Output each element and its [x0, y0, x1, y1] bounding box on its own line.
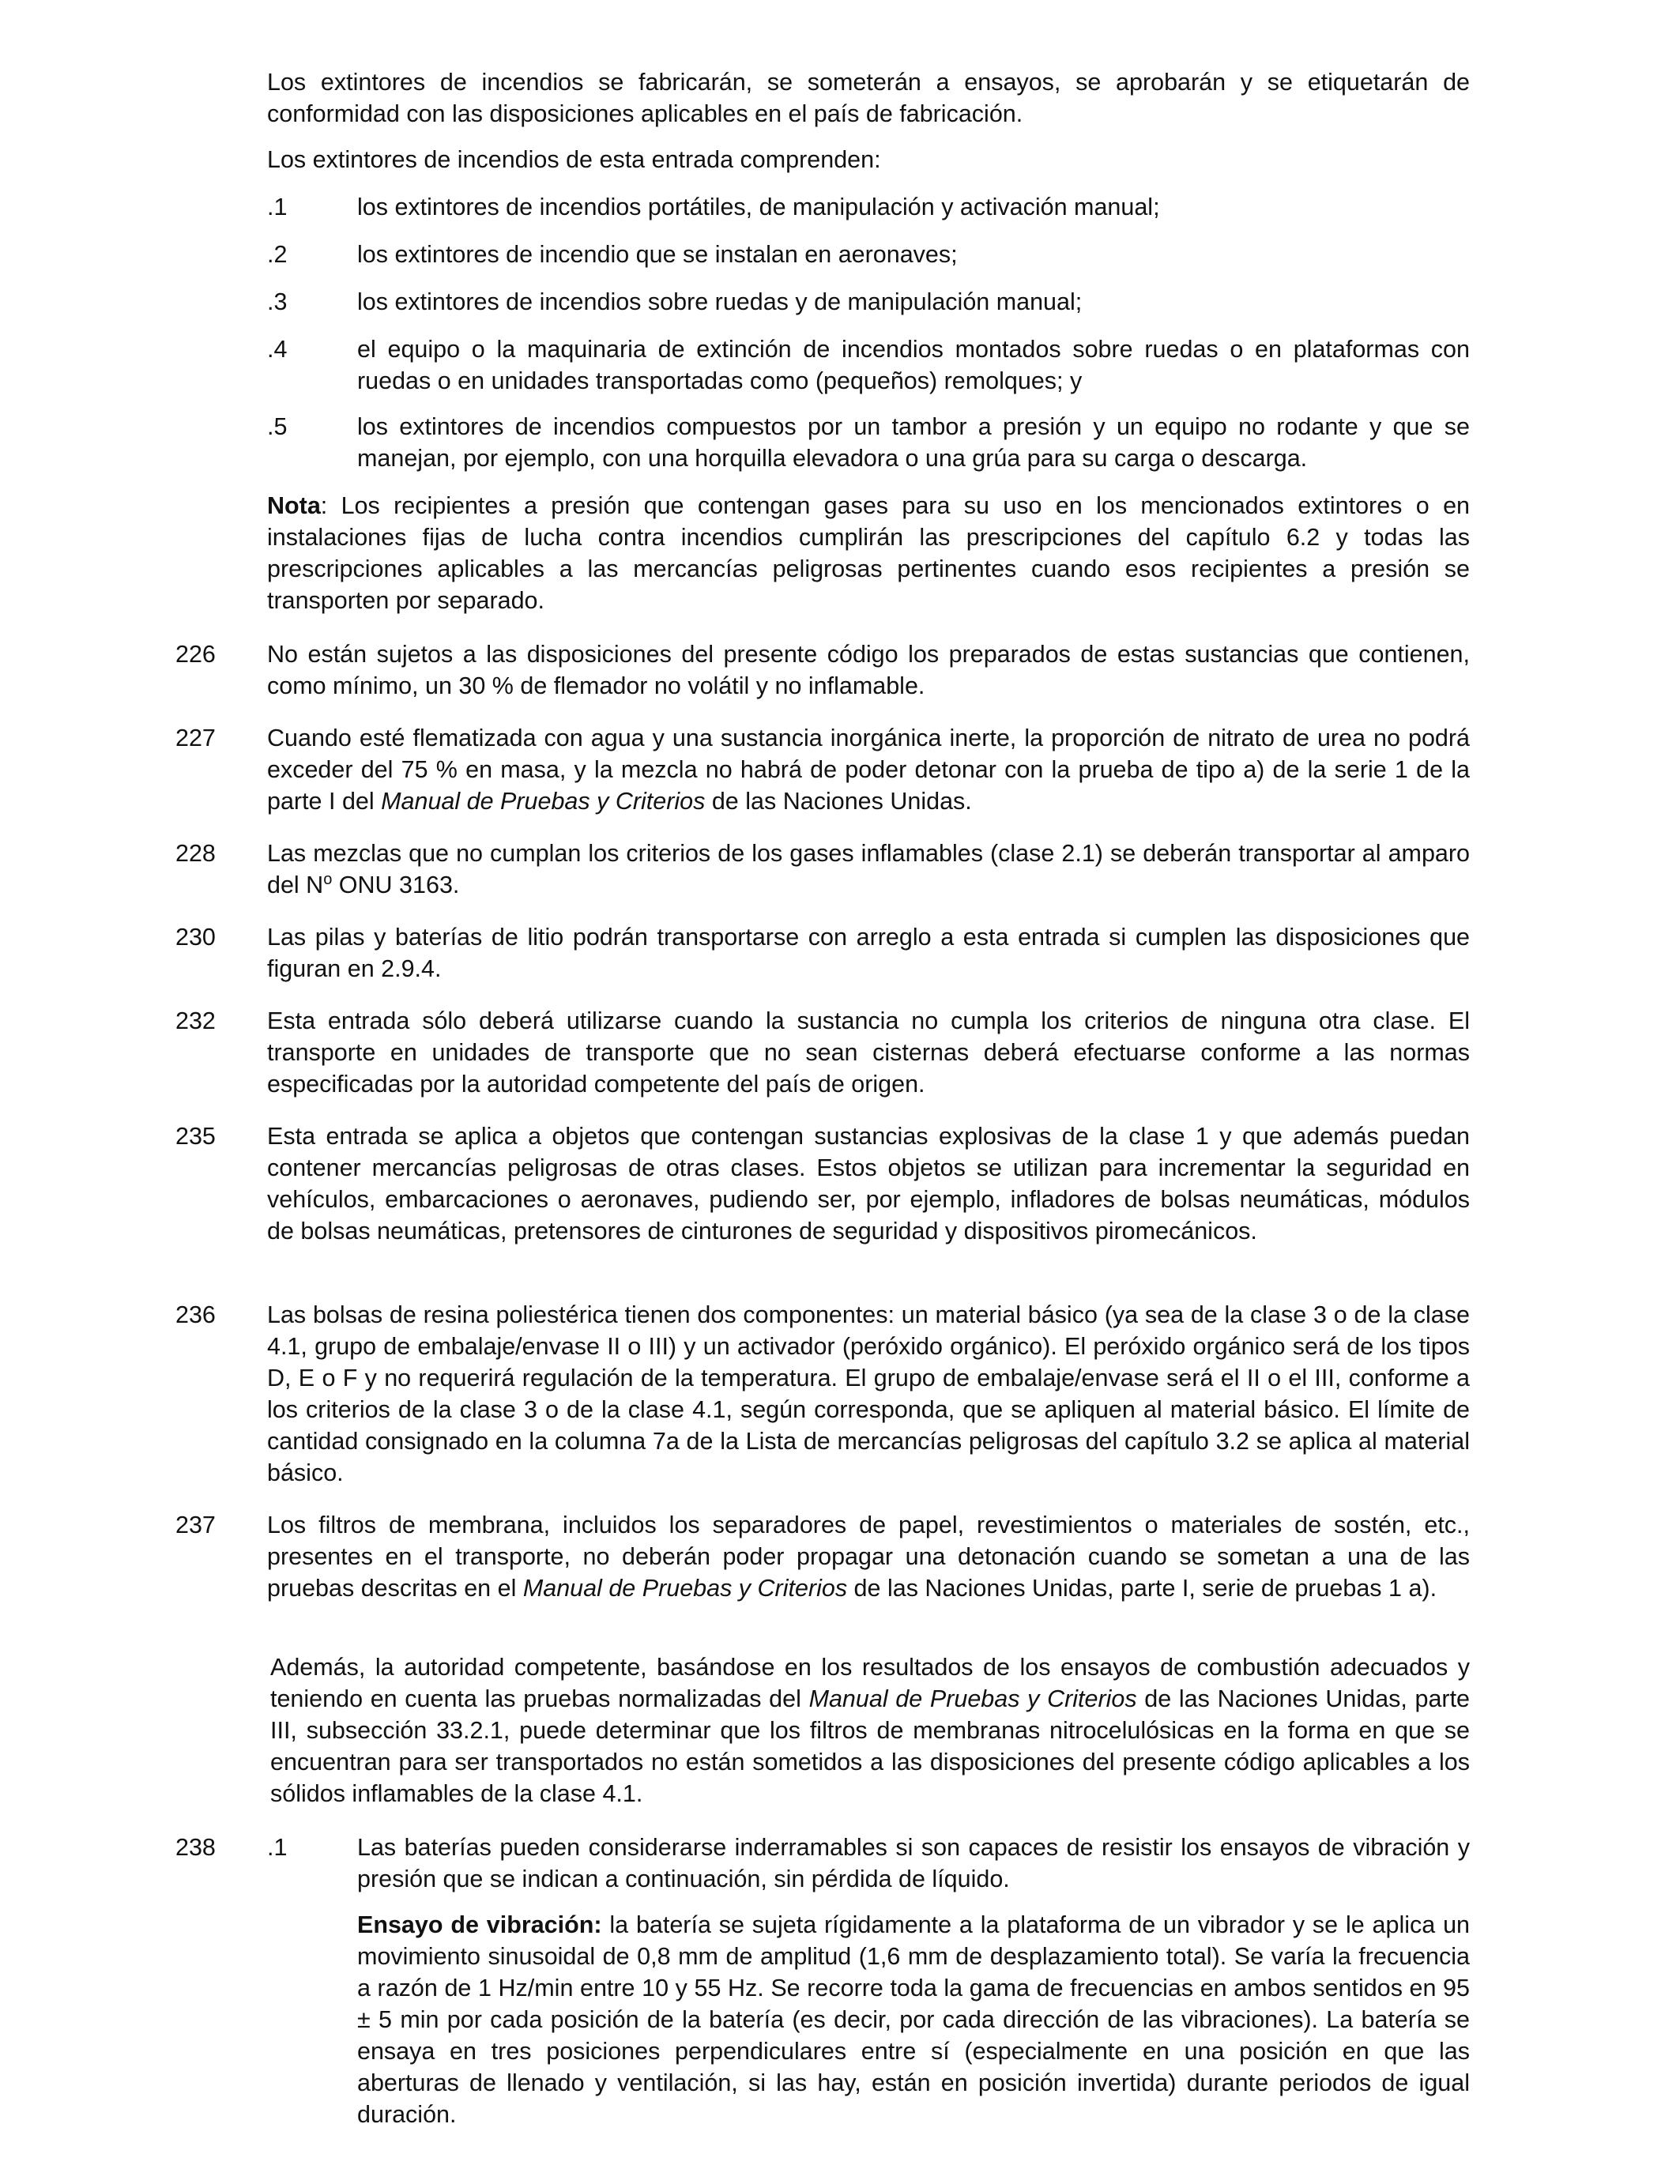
note-label: Nota: [267, 492, 321, 519]
intro-paragraph: Los extintores de incendios se fabricarán, se someterán a ensayos, se aprobarán y se etiquetarán de conformidad con las disposiciones aplicables en el país de fabricación.: [267, 69, 1470, 127]
provision-text: [270, 1651, 1470, 1809]
list-item-text: los extintores de incendios compuestos por un tambor a presión y un equipo no rodante y que se manejan, por ejemplo, con una horquilla elevadora o una grúa para su carga o descarga.: [357, 413, 1470, 472]
provision-text-part: Cuando esté flematizada con agua y una sustancia inorgánica inerte, la proporción de nitrato de urea no podrá exceder del 75 % en masa, y la mezcla no habrá de poder detonar con la prueba de tipo a) de la serie 1 de la parte I del: [267, 725, 1470, 815]
provision-number: 238: [175, 1834, 216, 1861]
provision-text-part: de las Naciones Unidas, parte III, subsección 33.2.1, puede determinar que los filtros de membranas nitrocelulósicas en la forma en que se encuentran para ser transportados no están sometidos a las disposiciones del presente código aplicables a los sólidos inflamables de la clase 4.1.: [270, 1685, 1470, 1807]
provision-text: No están sujetos a las disposiciones del presente código los preparados de estas sustancias que contienen, como mínimo, un 30 % de flemador no volátil y no inflamable.: [267, 641, 1470, 699]
list-item-text: los extintores de incendio que se instalan en aeronaves;: [357, 241, 958, 268]
provision-number: 226: [175, 641, 216, 668]
list-item-text: los extintores de incendios sobre ruedas y de manipulación manual;: [357, 288, 1083, 315]
provision-text-part: Los filtros de membrana, incluidos los separadores de papel, revestimientos o materiales de sostén, etc., presentes en el transporte, no deberán poder propagar una detonación cuando se sometan a una de las pruebas descritas en el: [267, 1512, 1470, 1602]
provision-number: 227: [175, 725, 216, 751]
provision-text: Las bolsas de resina poliestérica tienen dos componentes: un material básico (ya sea de la clase 3 o de la clase 4.1, grupo de embalaje/envase II o III) y un activador (peróxido orgánico). El peróxido orgánico será de los tipos D, E o F y no requerirá regulación de la temperatura. El grupo de embalaje/envase será el II o el III, conforme a los criterios de la clase 3 o de la clase 4.1, según corresponda, que se apliquen al material básico. El límite de cantidad consignado en la columna 7a de la Lista de mercancías peligrosas del capítulo 3.2 se aplica al material básico.: [267, 1301, 1470, 1486]
provision-text: [267, 1509, 1470, 1604]
vibration-test-paragraph: [357, 1909, 1470, 2130]
list-item-label: .1: [267, 194, 288, 220]
list-item-label: .2: [267, 241, 288, 268]
provision-text: [267, 722, 1470, 817]
superscript-o: o: [323, 870, 333, 888]
provision-number: 228: [175, 840, 216, 867]
provision-text-part: de las Naciones Unidas.: [705, 788, 972, 815]
provision-number: 232: [175, 1007, 216, 1034]
list-item-label: .1: [267, 1834, 288, 1861]
vibration-test-label: Ensayo de vibración:: [357, 1911, 602, 1938]
manual-title: Manual de Pruebas y Criterios: [381, 788, 706, 815]
provision-number: 236: [175, 1301, 216, 1328]
provision-text-part: ONU 3163.: [332, 872, 460, 898]
provision-text: [267, 838, 1470, 901]
provision-text: Esta entrada se aplica a objetos que contengan sustancias explosivas de la clase 1 y que además puedan contener mercancías peligrosas de otras clases. Estos objetos se utilizan para incrementar la seguridad en vehículos, embarcaciones o aeronaves, pudiendo ser, por ejemplo, infladores de bolsas neumáticas, módulos de bolsas neumáticas, pretensores de cinturones de seguridad y dispositivos piromecánicos.: [267, 1123, 1470, 1245]
provision-number: 230: [175, 924, 216, 951]
list-item-text: los extintores de incendios portátiles, de manipulación y activación manual;: [357, 194, 1160, 220]
provision-text: Las pilas y baterías de litio podrán transportarse con arreglo a esta entrada si cumplen las disposiciones que figuran en 2.9.4.: [267, 924, 1470, 982]
provision-number: 235: [175, 1123, 216, 1150]
provision-text-part: Además, la autoridad competente, basándose en los resultados de los ensayos de combustión adecuados y teniendo en cuenta las pruebas normalizadas del: [270, 1654, 1470, 1712]
list-item-text: Las baterías pueden considerarse inderramables si son capaces de resistir los ensayos de vibración y presión que se indican a continuación, sin pérdida de líquido.: [357, 1834, 1470, 1892]
list-item-text: el equipo o la maquinaria de extinción de incendios montados sobre ruedas o en plataformas con ruedas o en unidades transportadas como (pequeños) remolques; y: [357, 336, 1470, 394]
list-item-label: .4: [267, 336, 288, 363]
provision-number: 237: [175, 1512, 216, 1538]
intro-list-heading: Los extintores de incendios de esta entrada comprenden:: [267, 146, 881, 173]
manual-title: Manual de Pruebas y Criterios: [522, 1575, 848, 1602]
provision-text-part: de las Naciones Unidas, parte I, serie de pruebas 1 a).: [847, 1575, 1437, 1602]
list-item-label: .5: [267, 413, 288, 440]
provision-text: Esta entrada sólo deberá utilizarse cuando la sustancia no cumpla los criterios de ninguna otra clase. El transporte en unidades de transporte que no sean cisternas deberá efectuarse conforme a las normas especificadas por la autoridad competente del país de origen.: [267, 1007, 1470, 1098]
vibration-test-text: la batería se sujeta rígidamente a la plataforma de un vibrador y se le aplica un movimiento sinusoidal de 0,8 mm de amplitud (1,6 mm de desplazamiento total). Se varía la frecuencia a razón de 1 Hz/min entre 10 y 55 Hz. Se recorre toda la gama de frecuencias en ambos sentidos en 95 ± 5 min por cada posición de la batería (es decir, por cada dirección de las vibraciones). La batería se ensaya en tres posiciones perpendiculares entre sí (especialmente en una posición en que las aberturas de llenado y ventilación, si las hay, están en posición invertida) durante periodos de igual duración.: [357, 1911, 1470, 2128]
note-text: : Los recipientes a presión que contengan gases para su uso en los mencionados extintores o en instalaciones fijas de lucha contra incendios cumplirán las prescripciones del capítulo 6.2 y todas las prescripciones aplicables a las mercancías peligrosas pertinentes cuando esos recipientes a presión se transporten por separado.: [267, 492, 1470, 614]
list-item-label: .3: [267, 288, 288, 315]
manual-title: Manual de Pruebas y Criterios: [808, 1685, 1137, 1712]
note-paragraph: [267, 490, 1470, 616]
provision-text-part: Las mezclas que no cumplan los criterios de los gases inflamables (clase 2.1) se deberán transportar al amparo del N: [267, 840, 1470, 898]
